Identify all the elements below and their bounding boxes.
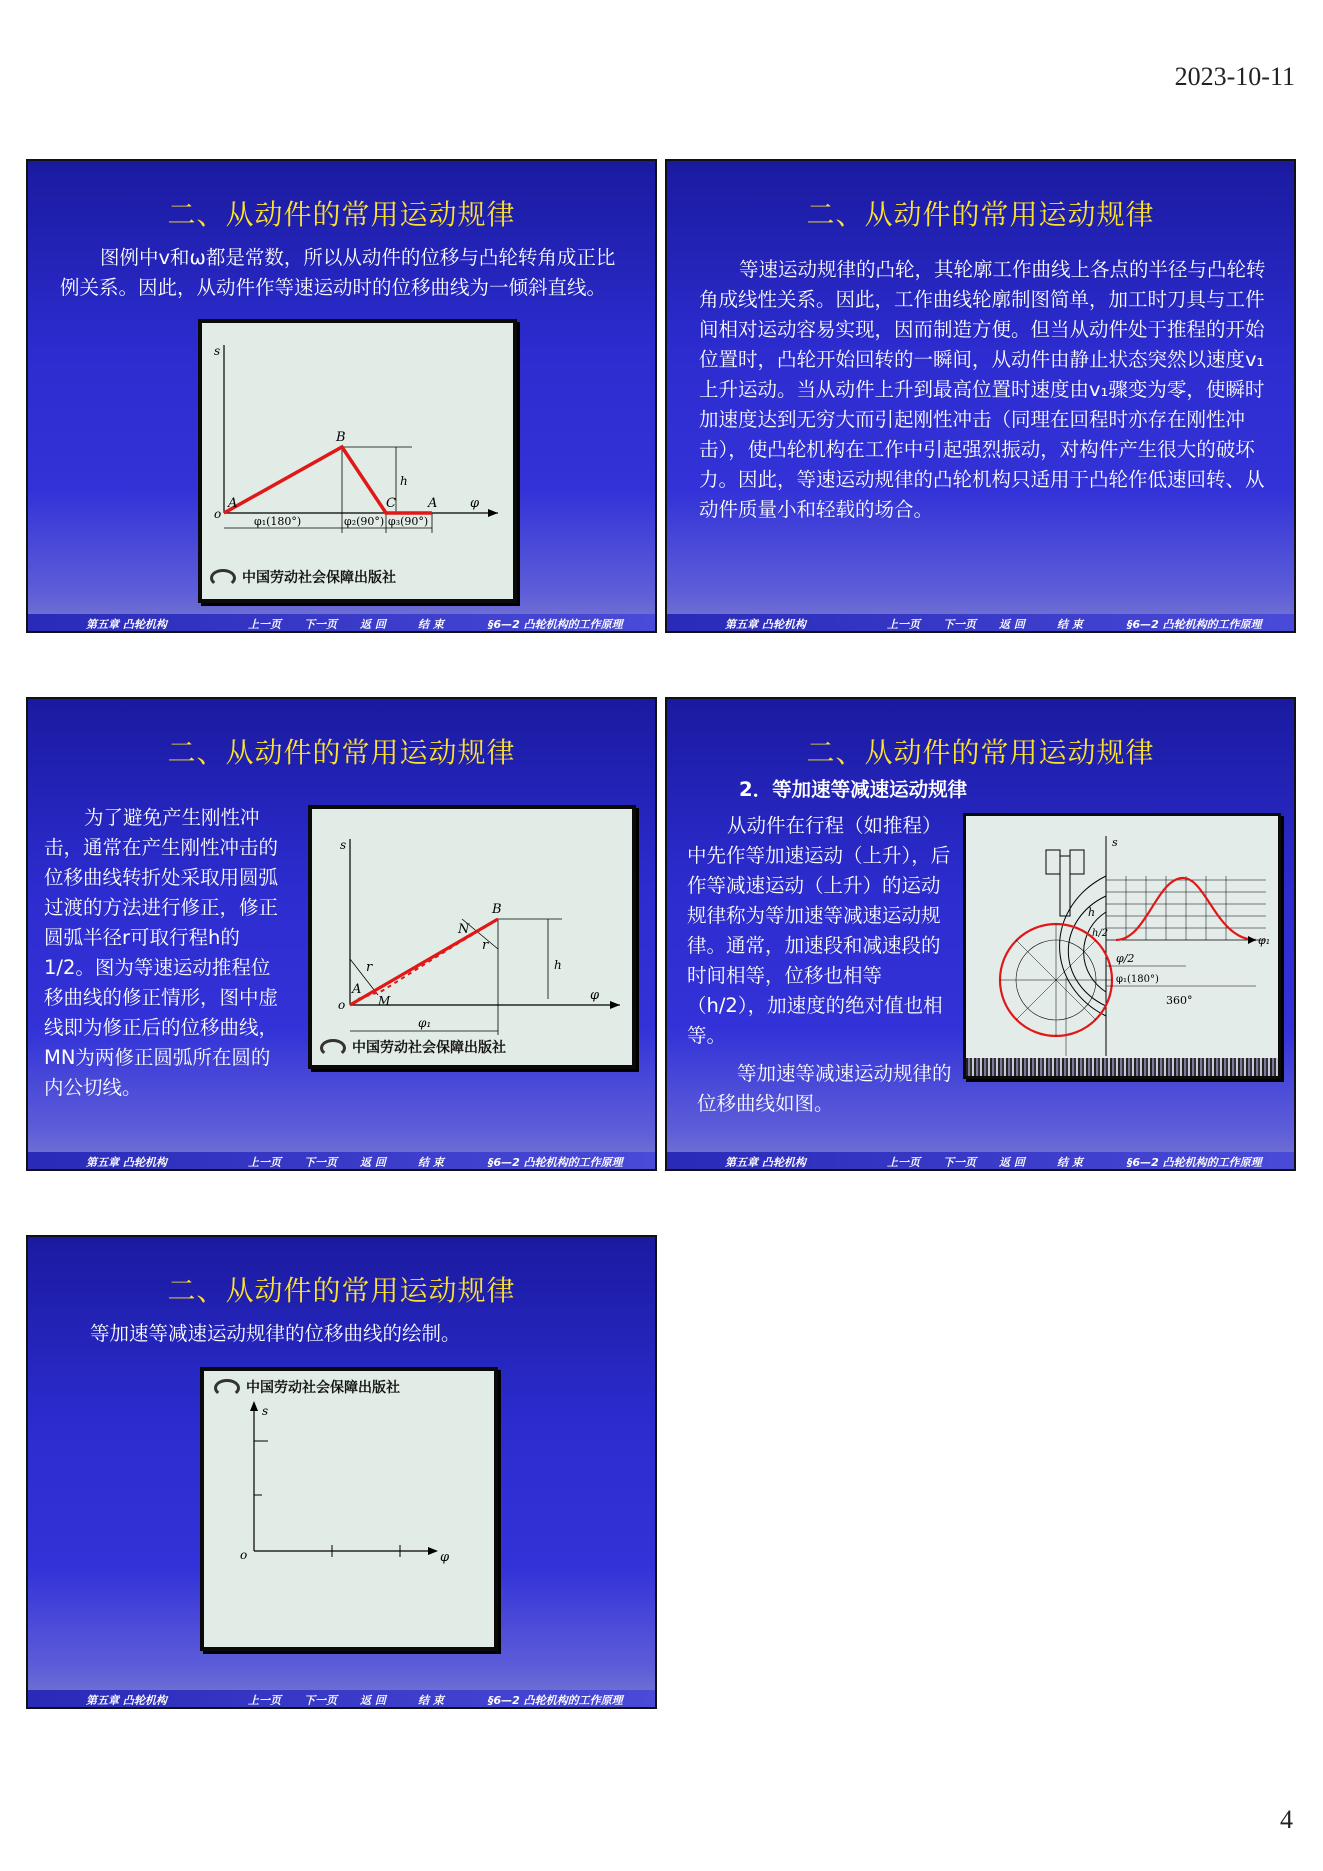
axis-s-label: s <box>1112 836 1118 849</box>
axis-s-label: s <box>340 838 347 852</box>
nav-end-button[interactable]: 结 束 <box>418 618 444 631</box>
nav-prev-button[interactable]: 上一页 <box>248 1156 281 1169</box>
cam-profile-diagram <box>966 816 1278 1076</box>
page-date: 2023-10-11 <box>1174 62 1295 91</box>
nav-end-button[interactable]: 结 束 <box>418 1156 444 1169</box>
axis-s-label: s <box>214 344 221 358</box>
blank-axes-figure <box>200 1367 498 1651</box>
corrected-displacement-figure <box>308 805 636 1069</box>
corrected-diagram <box>312 809 632 1065</box>
axis-phi-label: φ <box>590 988 600 1003</box>
axis-phi-label: φ₁ <box>1258 934 1271 947</box>
slide-3 <box>26 697 657 1171</box>
slide-text-body: 等速运动规律的凸轮，其轮廓工作曲线上各点的半径与凸轮转角成线性关系。因此，工作曲线轮廓制图简单，加工时刀具与工件间相对运动容易实现，因而制造方便。但当从动件处于推程的开始位置时，凸轮开始回转的一瞬间，从动件由静止状态突然以速度v₁上升运动。当从动件上升到最高位置时速度由v₁骤变为零，使瞬时加速度达到无穷大而引起刚性冲击（同理在回程时亦存在刚性冲击），使凸轮机构在工作中引起强烈振动，对构件产生很大的破坏力。因此，等速运动规律的凸轮机构只适用于凸轮作低速回转、从动件质量小和轻载的场合。 <box>699 258 1266 521</box>
slide-subtitle: 2．等加速等减速运动规律 <box>739 778 968 801</box>
nav-section-link[interactable]: §6—2 凸轮机构的工作原理 <box>488 1694 623 1707</box>
slide-text <box>44 803 284 1103</box>
slide-2 <box>665 159 1296 633</box>
point-b-label: B <box>336 430 346 445</box>
phi3-label: φ₃(90°) <box>388 515 429 528</box>
slide-text-body: 从动件在行程（如推程）中先作等加速运动（上升），后作等减速运动（上升）的运动规律称为等加速等减速运动规律。通常，加速段和减速段的时间相等，位移也相等（h/2），加速度的绝对值也相等。 <box>687 814 951 1047</box>
nav-back-button[interactable]: 返 回 <box>999 1156 1025 1169</box>
nav-bar <box>667 1152 1294 1169</box>
nav-chapter-link[interactable]: 第五章 凸轮机构 <box>86 618 167 631</box>
nav-prev-button[interactable]: 上一页 <box>248 1694 281 1707</box>
nav-chapter-link[interactable]: 第五章 凸轮机构 <box>86 1156 167 1169</box>
nav-next-button[interactable]: 下一页 <box>943 1156 976 1169</box>
slide-1 <box>26 159 657 633</box>
nav-back-button[interactable]: 返 回 <box>360 618 386 631</box>
height-h-label: h <box>400 474 408 488</box>
point-c-label: C <box>386 496 396 511</box>
slide-text-body: 为了避免产生刚性冲击，通常在产生刚性冲击的位移曲线转折处采取用圆弧过渡的方法进行修正，修正圆弧半径r可取行程h的1/2。图为等速运动推程位移曲线的修正情形，图中虚线即为修正后的位移曲线，MN为两修正圆弧所在圆的内公切线。 <box>44 806 279 1099</box>
publisher-icon <box>320 1039 346 1057</box>
nav-back-button[interactable]: 返 回 <box>360 1156 386 1169</box>
nav-end-button[interactable]: 结 束 <box>1057 1156 1083 1169</box>
slide-title: 二、从动件的常用运动规律 <box>167 1274 516 1307</box>
nav-section-link[interactable]: §6—2 凸轮机构的工作原理 <box>488 1156 623 1169</box>
point-b-label: B <box>492 902 502 917</box>
nav-bar <box>28 1690 655 1707</box>
axis-phi-label: φ <box>440 1550 450 1565</box>
slide-text <box>699 255 1269 525</box>
height-h-label: h <box>1088 906 1096 919</box>
nav-chapter-link[interactable]: 第五章 凸轮机构 <box>725 618 806 631</box>
origin-label: o <box>338 998 346 1012</box>
slide-text-body: 图例中v和ω都是常数，所以从动件的位移与凸轮转角成正比例关系。因此，从动件作等速运动时的位移曲线为一倾斜直线。 <box>60 246 616 299</box>
half-phi-label: φ/2 <box>1116 952 1135 965</box>
publisher-name: 中国劳动社会保障出版社 <box>242 570 396 586</box>
slide-title: 二、从动件的常用运动规律 <box>806 736 1155 769</box>
point-m-label: M <box>378 994 391 1008</box>
slide-5 <box>26 1235 657 1709</box>
nav-back-button[interactable]: 返 回 <box>360 1694 386 1707</box>
slide-title: 二、从动件的常用运动规律 <box>167 736 516 769</box>
point-n-label: N <box>458 922 470 937</box>
nav-back-button[interactable]: 返 回 <box>999 618 1025 631</box>
nav-section-link[interactable]: §6—2 凸轮机构的工作原理 <box>488 618 623 631</box>
slide-text <box>60 243 630 303</box>
nav-prev-button[interactable]: 上一页 <box>887 1156 920 1169</box>
publisher-logo <box>210 567 396 587</box>
page-number: 4 <box>1280 1805 1293 1834</box>
publisher-name: 中国劳动社会保障出版社 <box>246 1380 400 1396</box>
nav-prev-button[interactable]: 上一页 <box>887 618 920 631</box>
phi1-label: φ₁(180°) <box>254 515 302 528</box>
nav-next-button[interactable]: 下一页 <box>304 618 337 631</box>
point-a-label: A <box>228 496 238 511</box>
publisher-name: 中国劳动社会保障出版社 <box>352 1040 506 1056</box>
phi1-label: φ₁ <box>418 1016 432 1030</box>
nav-next-button[interactable]: 下一页 <box>304 1156 337 1169</box>
height-h-label: h <box>554 958 562 972</box>
slide-text-body: 等加速等减速运动规律的位移曲线的绘制。 <box>90 1322 461 1345</box>
radius-r2-label: r <box>482 938 489 953</box>
degree-360-label: 360° <box>1166 994 1193 1007</box>
blank-axes-diagram <box>204 1371 494 1647</box>
nav-end-button[interactable]: 结 束 <box>418 1694 444 1707</box>
nav-bar <box>28 614 655 631</box>
nav-next-button[interactable]: 下一页 <box>943 618 976 631</box>
slide-title: 二、从动件的常用运动规律 <box>806 198 1155 231</box>
axis-phi-label: φ <box>470 496 480 511</box>
phi2-label: φ₂(90°) <box>344 515 385 528</box>
point-a2-label: A <box>428 496 438 511</box>
slide-text <box>90 1319 630 1349</box>
nav-end-button[interactable]: 结 束 <box>1057 618 1083 631</box>
nav-next-button[interactable]: 下一页 <box>304 1694 337 1707</box>
origin-label: o <box>240 1548 248 1562</box>
origin-label: o <box>214 507 222 521</box>
slide-text <box>687 811 957 1051</box>
slide-text-2 <box>697 1059 957 1119</box>
nav-bar <box>28 1152 655 1169</box>
image-noise-strip <box>966 1058 1278 1076</box>
phi1-label: φ₁(180°) <box>1116 974 1159 985</box>
nav-section-link[interactable]: §6—2 凸轮机构的工作原理 <box>1127 1156 1262 1169</box>
point-a-label: A <box>352 982 362 997</box>
nav-bar <box>667 614 1294 631</box>
nav-section-link[interactable]: §6—2 凸轮机构的工作原理 <box>1127 618 1262 631</box>
publisher-icon <box>210 569 236 587</box>
cam-profile-figure <box>963 813 1281 1079</box>
nav-chapter-link[interactable]: 第五章 凸轮机构 <box>725 1156 806 1169</box>
slide-title: 二、从动件的常用运动规律 <box>167 198 516 231</box>
slide-4 <box>665 697 1296 1171</box>
slide-text-2-body: 等加速等减速运动规律的位移曲线如图。 <box>697 1062 952 1115</box>
half-height-label: h/2 <box>1092 928 1109 939</box>
displacement-figure <box>198 319 517 603</box>
publisher-logo <box>320 1037 506 1057</box>
nav-chapter-link[interactable]: 第五章 凸轮机构 <box>86 1694 167 1707</box>
nav-prev-button[interactable]: 上一页 <box>248 618 281 631</box>
radius-r1-label: r <box>366 960 373 975</box>
axis-s-label: s <box>262 1404 269 1418</box>
displacement-diagram <box>202 323 513 599</box>
